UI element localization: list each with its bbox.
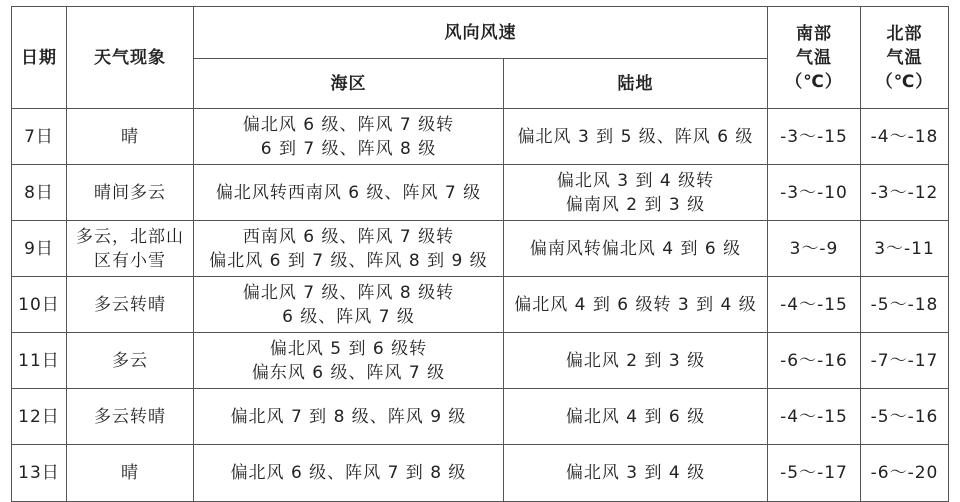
cell-weather: 多云转晴 (67, 389, 194, 445)
cell-north-temp: 3～-11 (861, 221, 949, 277)
cell-land: 偏北风 3 到 4 级 (504, 445, 768, 502)
cell-weather: 晴间多云 (67, 165, 194, 221)
header-north-temp-line2: 气温 (886, 47, 923, 68)
cell-south-temp: -3～-15 (768, 109, 861, 165)
forecast-table (11, 6, 949, 502)
cell-south-temp: -6～-16 (768, 333, 861, 389)
header-wind: 风向风速 (194, 7, 768, 59)
cell-south-temp: -5～-17 (768, 445, 861, 502)
cell-weather: 多云 (67, 333, 194, 389)
cell-sea-line1: 偏北风 5 到 6 级转 (269, 338, 428, 359)
header-north-temp (861, 7, 949, 109)
table-row (12, 389, 949, 445)
cell-land: 偏北风 4 到 6 级转 3 到 4 级 (504, 277, 768, 333)
header-sea: 海区 (194, 59, 504, 109)
cell-south-temp: -3～-10 (768, 165, 861, 221)
cell-land: 偏北风 3 到 5 级、阵风 6 级 (504, 109, 768, 165)
cell-north-temp: -6～-20 (861, 445, 949, 502)
header-north-temp-line3: （℃） (875, 71, 934, 92)
cell-north-temp: -5～-18 (861, 277, 949, 333)
header-south-temp-line3: （℃） (785, 71, 843, 92)
cell-land: 偏北风 2 到 3 级 (504, 333, 768, 389)
table-row (12, 445, 949, 502)
cell-south-temp: -4～-15 (768, 277, 861, 333)
cell-north-temp: -3～-12 (861, 165, 949, 221)
cell-weather: 晴 (67, 445, 194, 502)
cell-north-temp: -7～-17 (861, 333, 949, 389)
cell-sea-line1: 偏北风 7 级、阵风 8 级转 (242, 282, 455, 303)
cell-sea: 偏北风 6 级、阵风 7 到 8 级 (194, 445, 504, 502)
cell-land-line2: 偏南风 2 到 3 级 (565, 194, 706, 215)
table-row (12, 333, 949, 389)
cell-sea: 偏北风 7 到 8 级、阵风 9 级 (194, 389, 504, 445)
cell-land-line1: 偏北风 3 到 4 级转 (556, 170, 715, 191)
header-south-temp-line2: 气温 (796, 47, 832, 68)
cell-date: 7日 (12, 109, 67, 165)
cell-date: 13日 (12, 445, 67, 502)
cell-north-temp: -5～-16 (861, 389, 949, 445)
cell-weather: 晴 (67, 109, 194, 165)
cell-sea-line2: 6 级、阵风 7 级 (282, 306, 415, 327)
table-row (12, 221, 949, 277)
cell-date: 11日 (12, 333, 67, 389)
cell-sea-line1: 西南风 6 级、阵风 7 级转 (242, 226, 455, 247)
header-south-temp-line1: 南部 (796, 23, 832, 44)
cell-sea (194, 277, 504, 333)
header-south-temp (768, 7, 861, 109)
cell-sea (194, 109, 504, 165)
cell-land: 偏南风转偏北风 4 到 6 级 (504, 221, 768, 277)
cell-sea (194, 221, 504, 277)
header-weather: 天气现象 (67, 7, 194, 109)
cell-sea-line1: 偏北风 6 级、阵风 7 级转 (242, 114, 455, 135)
cell-land (504, 165, 768, 221)
cell-weather: 多云，北部山区有小雪 (67, 221, 194, 277)
header-date: 日期 (12, 7, 67, 109)
cell-sea (194, 333, 504, 389)
cell-land: 偏北风 4 到 6 级 (504, 389, 768, 445)
cell-south-temp: 3～-9 (768, 221, 861, 277)
cell-date: 8日 (12, 165, 67, 221)
table-row (12, 165, 949, 221)
cell-date: 10日 (12, 277, 67, 333)
cell-date: 9日 (12, 221, 67, 277)
cell-weather: 多云转晴 (67, 277, 194, 333)
cell-north-temp: -4～-18 (861, 109, 949, 165)
cell-sea: 偏北风转西南风 6 级、阵风 7 级 (194, 165, 504, 221)
header-land: 陆地 (504, 59, 768, 109)
table-row (12, 277, 949, 333)
cell-date: 12日 (12, 389, 67, 445)
cell-south-temp: -4～-15 (768, 389, 861, 445)
cell-sea-line2: 偏北风 6 到 7 级、阵风 8 到 9 级 (209, 250, 488, 271)
cell-sea-line2: 偏东风 6 级、阵风 7 级 (251, 362, 446, 383)
table-row (12, 109, 949, 165)
cell-sea-line2: 6 到 7 级、阵风 8 级 (260, 138, 437, 159)
header-north-temp-line1: 北部 (886, 23, 923, 44)
